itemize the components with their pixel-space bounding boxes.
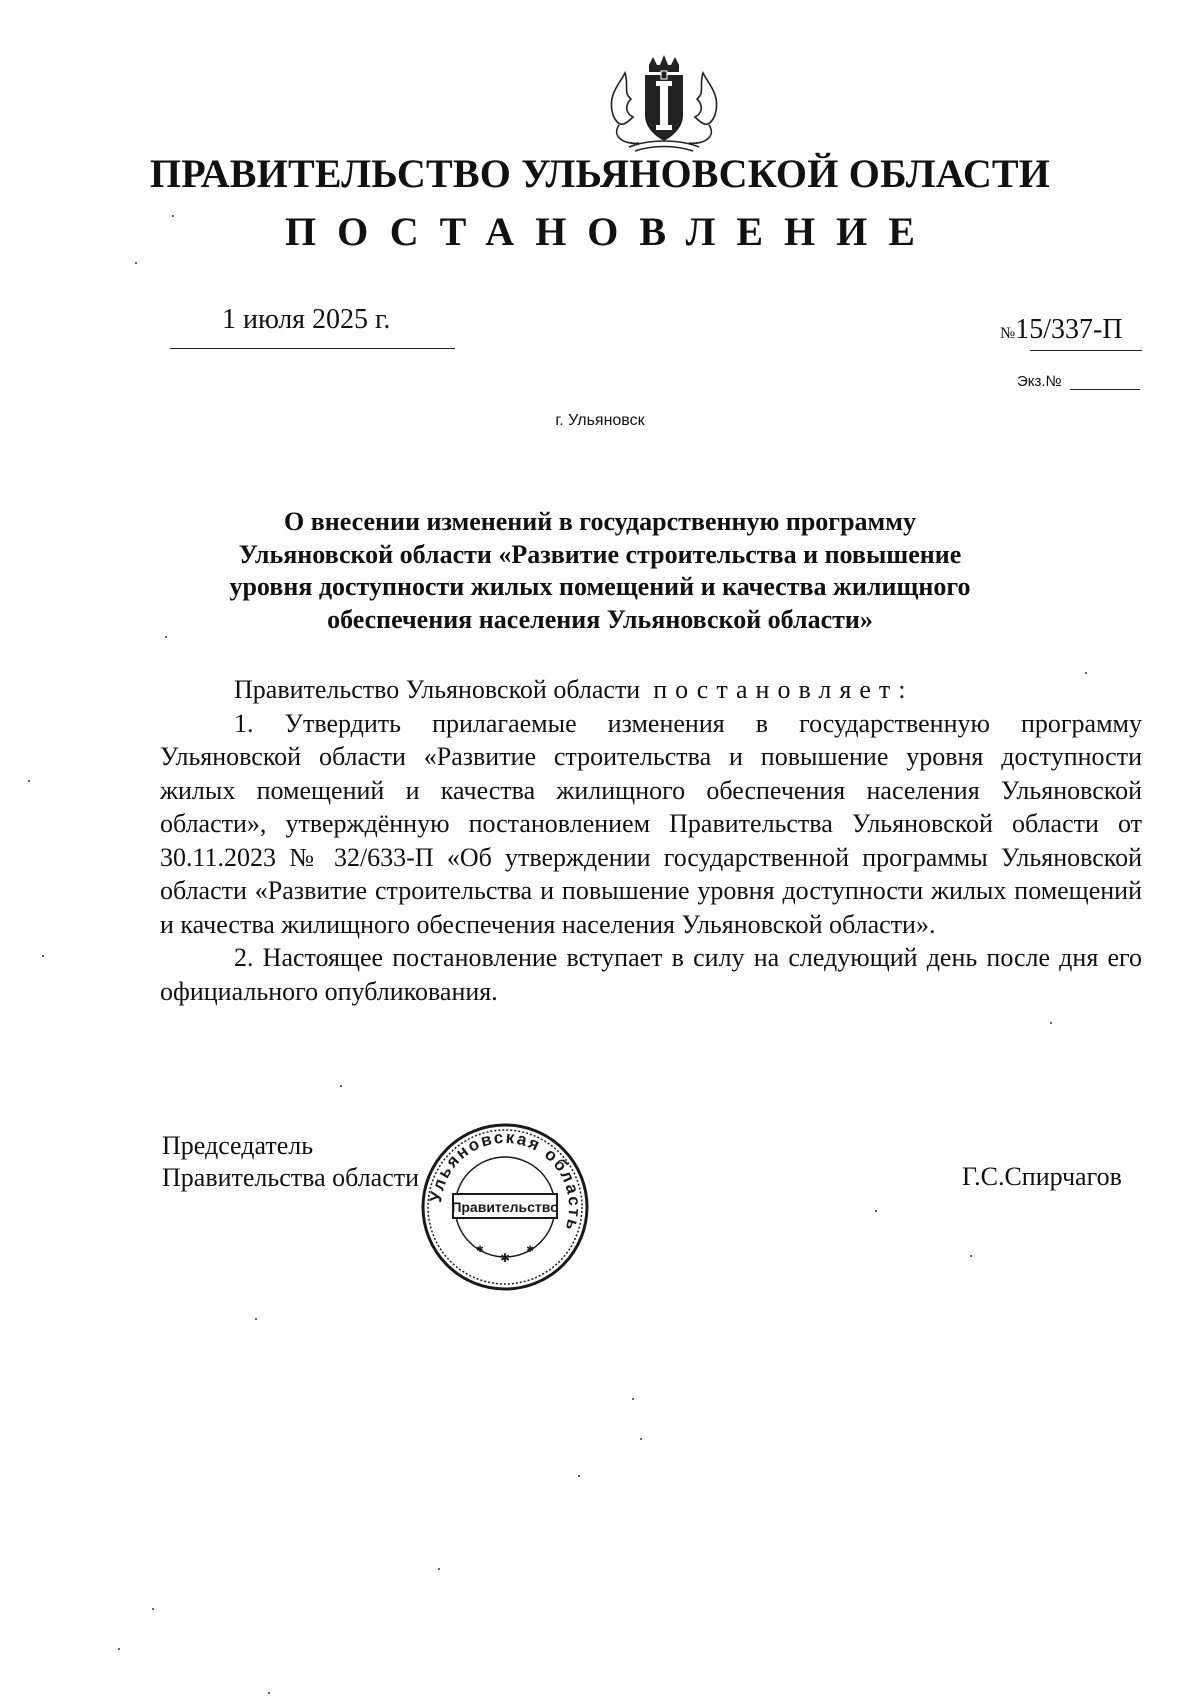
document-type-title: ПОСТАНОВЛЕНИЕ [285, 209, 936, 254]
scan-speck [118, 1648, 120, 1650]
scan-speck [632, 1398, 634, 1400]
position-line: Правительства области [162, 1163, 420, 1192]
signatory-name: Г.С.Спирчагов [962, 1162, 1122, 1191]
subject-line: О внесении изменений в государственную программу [284, 507, 916, 536]
date-underline [170, 348, 455, 349]
scan-speck [875, 1210, 877, 1212]
preamble-verb: постановляет: [653, 675, 914, 704]
signatory-position [162, 1130, 419, 1194]
clause-1: 1. Утвердить прилагаемые изменения в государственную программу Ульяновской области «Развитие строительства и повышение уровня доступности жилых помещений и качества жилищного обеспечения населения Ульяновской области», утверждённую постановлением Правительства Ульяновской области от 30.11.2023 № 32/633-П «Об утверждении государственной программы Ульяновской области «Развитие строительства и повышение уровня доступности жилых помещений и качества жилищного обеспечения населения Ульяновской области». [160, 708, 1142, 939]
scan-speck [340, 1085, 342, 1087]
scan-speck [578, 1475, 580, 1477]
document-subject [200, 506, 1000, 636]
coat-of-arms-emblem [605, 55, 723, 155]
document-date: 1 июля 2025 г. [222, 304, 391, 335]
scan-speck [152, 1608, 154, 1610]
preamble [160, 673, 1142, 707]
svg-text:Ульяновская область: Ульяновская область [426, 1127, 585, 1235]
document-body [160, 673, 1142, 1008]
clause-2: 2. Настоящее постановление вступает в силу на следующий день после дня его официального опубликования. [160, 943, 1142, 1006]
copy-number-blank [1070, 389, 1140, 390]
scan-speck [438, 1568, 440, 1570]
preamble-text: Правительство Ульяновской области [234, 675, 641, 704]
svg-text:✱: ✱ [499, 1251, 511, 1265]
number-underline [1030, 350, 1142, 351]
scan-speck [1050, 1022, 1052, 1024]
scan-speck [172, 215, 174, 217]
subject-line: обеспечения населения Ульяновской области» [327, 604, 873, 634]
subject-line: Ульяновской области «Развитие строительства и повышение [238, 539, 962, 569]
scan-speck [640, 1438, 642, 1440]
subject-line: уровня доступности жилых помещений и качества жилищного [229, 572, 971, 601]
scan-speck [165, 636, 167, 638]
position-line: Председатель [162, 1131, 314, 1160]
number-sign: № [1000, 325, 1016, 342]
scan-speck [1085, 672, 1087, 674]
scan-speck [268, 1692, 270, 1694]
svg-text:✱: ✱ [526, 1244, 534, 1254]
document-number [1000, 314, 1123, 346]
scan-speck [135, 262, 137, 264]
copy-number-label: Экз.№ [1017, 373, 1062, 390]
svg-text:✱: ✱ [476, 1244, 484, 1254]
organization-title: ПРАВИТЕЛЬСТВО УЛЬЯНОВСКОЙ ОБЛАСТИ [149, 151, 1051, 196]
number-value: 15/337-П [1015, 314, 1123, 345]
svg-text:Правительство: Правительство [451, 1199, 559, 1215]
scan-speck [42, 955, 44, 957]
scan-speck [255, 1318, 257, 1320]
scan-speck [28, 780, 30, 782]
city: г. Ульяновск [555, 412, 645, 429]
scan-speck [970, 1255, 972, 1257]
official-seal-stamp [420, 1122, 590, 1292]
